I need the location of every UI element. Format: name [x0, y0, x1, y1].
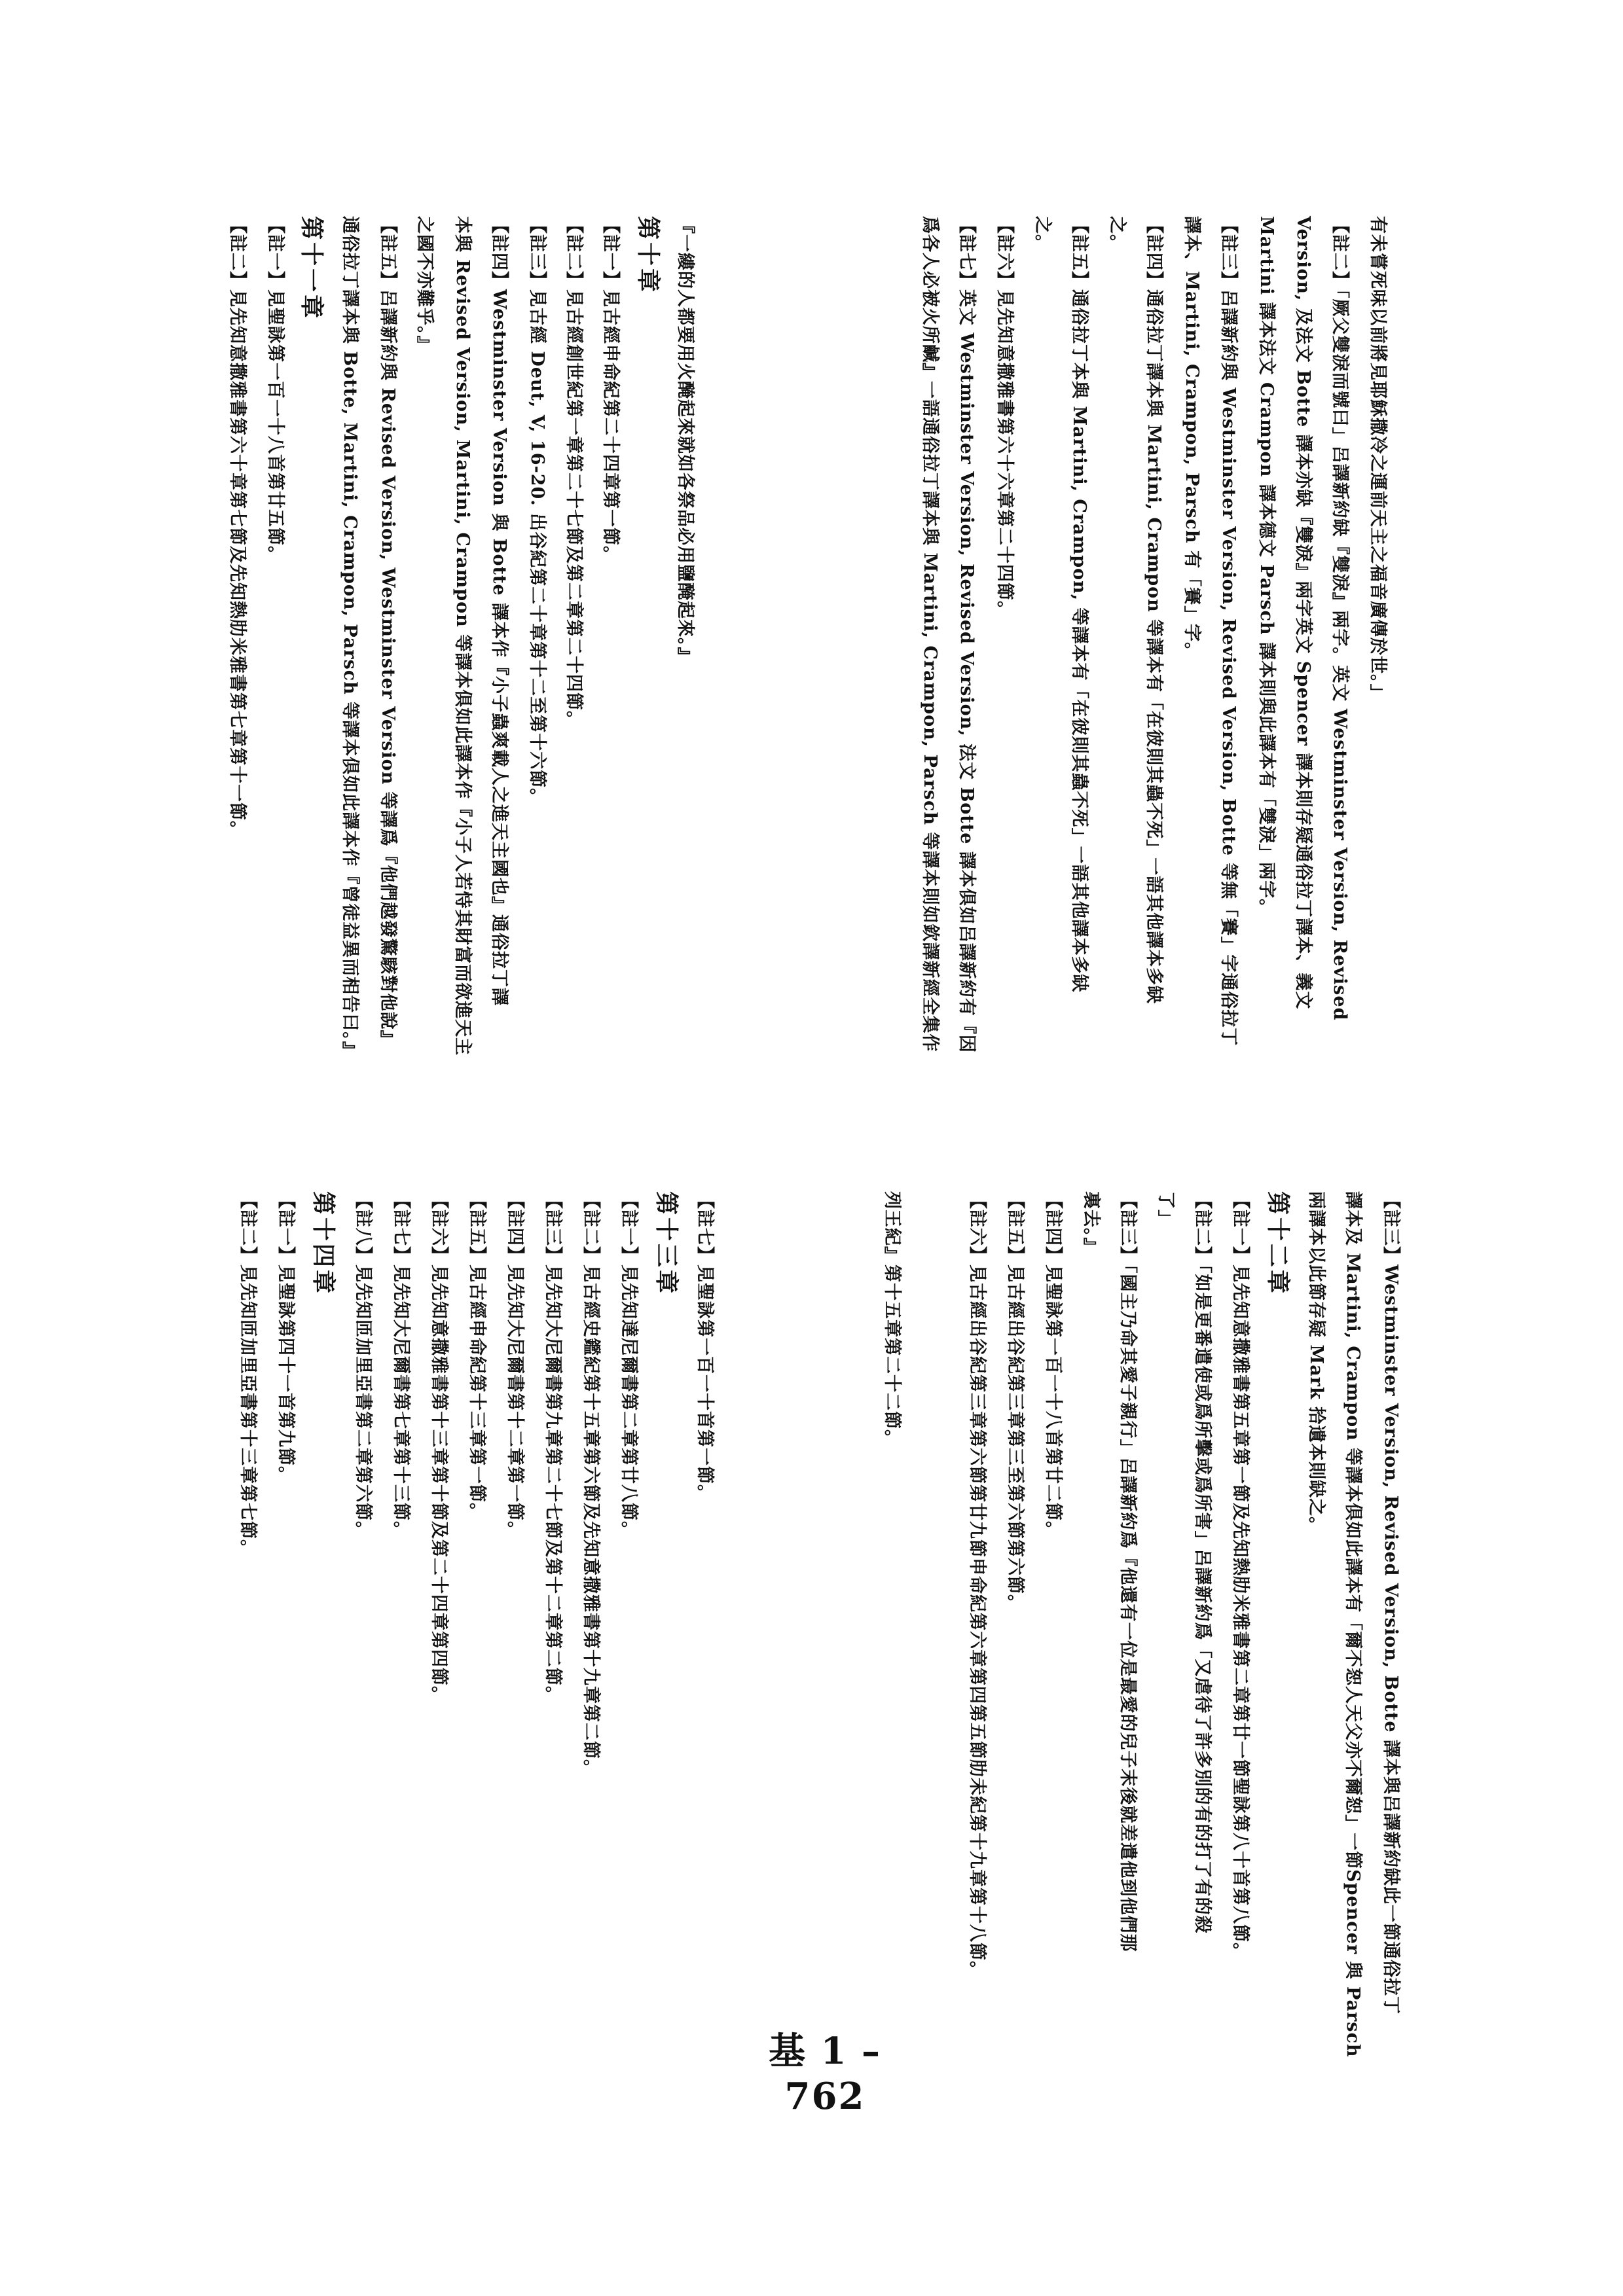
note-line: 【註三】「國主乃命其愛子親行」呂譯新約爲『他還有一位是最愛的兒子末後就差遣他到他們那: [1118, 1191, 1138, 1952]
note-line: 之。: [1032, 216, 1053, 253]
note-line: 譯本及 Martini, Crampon 等譯本俱如此譯本有「爾不恕人天父亦不爾恕」一節Spencer 與 Parsch: [1343, 1191, 1363, 2058]
note-line: 裏去。』: [1081, 1191, 1101, 1256]
note-line: 【註一】見聖詠第四十一首第九節。: [276, 1191, 296, 1484]
note-line: 【註二】見先知匝加里亞書第十三章第七節。: [238, 1191, 258, 1558]
note-line: 【註二】見古經創世紀第一章第二十七節及第二章第二十四節。: [564, 216, 584, 729]
note-line: 【註三】Westminster Version, Revised Version, Botte 譯本與呂譯新約缺此一節通俗拉丁: [1381, 1191, 1401, 2015]
note-line: 【註三】見先知大尼爾書第九章第二十七節及第十二章第二節。: [543, 1191, 563, 1704]
note-line: 列王紀』第十五章第二十二節。: [882, 1191, 902, 1448]
note-line: 【註五】見古經申命紀第十三章第一節。: [467, 1191, 487, 1521]
note-line: 【註五】見古經出谷紀第三章第三至第六節第六節。: [1005, 1191, 1025, 1613]
chapter-heading: 第十章: [634, 216, 662, 295]
note-line: 『一縷的人都要用火醃起來就如各祭品必用鹽醃起來。』: [675, 216, 695, 666]
note-line: 本與 Revised Version, Martini, Crampon 等譯本俱如此譯本作『小子人若恃其財富而欲進天主: [452, 216, 473, 1056]
note-line: 【註五】呂譯新約與 Revised Version, Westminster Version 等譯爲『他們越發驚駭對他說』: [378, 216, 398, 1049]
chapter-heading: 第十一章: [298, 216, 325, 321]
note-line: 【註六】見先知意撒雅書第十三章第十節及第二十四章第四節。: [429, 1191, 449, 1704]
note-line: 【註七】英文 Westminster Version, Revised Version, 法文 Botte 譯本俱如呂譯新約有『因: [957, 216, 977, 1053]
note-line: 【註八】見先知匝加里亞書第二章第六節。: [353, 1191, 373, 1539]
note-line: 【註一】見先知達尼爾書第二章第廿八節。: [619, 1191, 639, 1539]
note-line: 之國不亦難乎。』: [414, 216, 435, 354]
note-line: 【註三】見古經 Deut, V, 16-20. 出谷紀第二十章第十二至第十六節。: [527, 216, 547, 807]
note-line: 【註五】通俗拉丁本與 Martini, Crampon, 等譯本有「在彼則其蟲不死」一語其他譯本多缺: [1069, 216, 1089, 993]
note-line: 【註四】通俗拉丁譯本與 Martini, Crampon 等譯本有「在彼則其蟲不死」一語其他譯本多缺: [1144, 216, 1164, 1005]
note-line: 【註四】見先知大尼爾書第十二章第一節。: [505, 1191, 525, 1539]
note-line: 【註六】見先知意撒雅書第六十六章第二十四節。: [994, 216, 1015, 619]
note-line: 【註六】見古經出谷紀第三章第六節第廿九節申命紀第六章第四第五節肋未紀第十九章第十八節。: [967, 1191, 987, 1979]
note-line: 【註一】見先知意撒雅書第五章第一節及先知熱肋米雅書第二章第廿一節聖詠第八十首第八節。: [1230, 1191, 1250, 1961]
note-line: 【註一】見古經申命紀第二十四章第一節。: [600, 216, 621, 564]
note-line: 譯本、Martini, Crampon, Parsch 有「賽」字。: [1182, 216, 1202, 661]
note-line: 【註七】見聖詠第一百一十首第一節。: [695, 1191, 715, 1503]
chapter-heading: 第十三章: [653, 1191, 680, 1297]
chapter-heading: 第十四章: [310, 1191, 337, 1297]
note-line: 【註二】「如是更番遣使或爲所擊或爲所害」呂譯新約爲「又虐待了許多別的有的打了有的殺: [1192, 1191, 1213, 1934]
note-line: 【註四】Westminster Version 與 Botte 譯本作『小子蟲爽載人之進天主國也』通俗拉丁譯: [489, 216, 509, 1007]
note-line: 通俗拉丁譯本與 Botte, Martini, Crampon, Parsch 等譯本俱如此譯本作『曾徒益異而相告曰。』: [340, 216, 360, 1060]
note-line: 【註七】見先知大尼爾書第七章第十三節。: [391, 1191, 411, 1539]
note-line: 有未嘗死味以前將見耶穌撒冷之運前天主之福音廣傳於世。」: [1368, 216, 1388, 702]
note-line: 【註二】見先知意撒雅書第六十章第七節及先知熱肋米雅書第七章第十一節。: [227, 216, 247, 839]
note-line: Version, 及法文 Botte 譯本亦缺『雙淚』兩字英文 Spencer 譯本則存疑通俗拉丁譯本、義文: [1293, 216, 1313, 1010]
note-line: 之。: [1107, 216, 1127, 253]
note-line: 【註一】見聖詠第一百一十八首第廿五節。: [265, 216, 285, 564]
note-line: 了」: [1156, 1191, 1176, 1228]
note-line: Martini 譯本法文 Crampon 譯本德文 Parsch 譯本則與此譯本有「雙淚」兩字。: [1256, 216, 1277, 918]
note-line: 爲各人必被火所鹹』一語通俗拉丁譯本與 Martini, Crampon, Parsch 等譯本則如欽譯新經全集作: [920, 216, 940, 1052]
page-number: 基 1 – 762: [769, 2030, 881, 2118]
note-line: 【註三】呂譯新約與 Westminster Version, Revised Version, Botte 等無「賽」字通俗拉丁: [1218, 216, 1239, 1047]
note-line: 兩譯本以此節存疑 Mark 拾遺本則缺之。: [1306, 1191, 1326, 1535]
note-line: 【註二】「厥父雙淚而號曰」呂譯新約缺『雙淚』兩字。英文 Westminster Version, Revised: [1330, 216, 1350, 1021]
note-line: 【註二】見古經史鑑紀第十五章第六節及先知意撒雅書第十九章第二節。: [581, 1191, 601, 1778]
note-line: 【註四】見聖詠第一百一十八首第廿二節。: [1043, 1191, 1063, 1539]
chapter-heading: 第十二章: [1264, 1191, 1292, 1297]
